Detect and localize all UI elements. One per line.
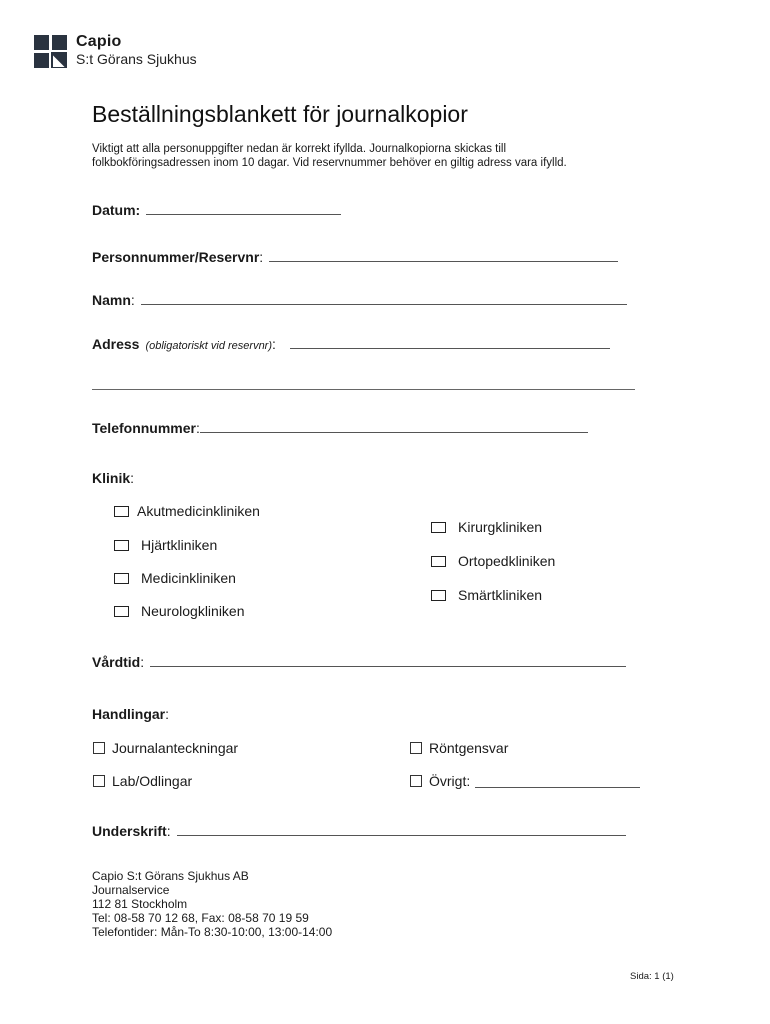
logo-name: Capio xyxy=(76,33,122,50)
underskrift-label: Underskrift xyxy=(92,823,167,839)
klinik-checkbox-hjart[interactable] xyxy=(114,537,217,553)
checkbox-icon[interactable] xyxy=(431,556,446,567)
checkbox-icon[interactable] xyxy=(114,606,129,617)
capio-logo-icon xyxy=(34,35,67,68)
underskrift-field[interactable] xyxy=(177,823,626,836)
adress-note: (obligatoriskt vid reservnr) xyxy=(145,340,273,352)
namn-label: Namn xyxy=(92,292,131,308)
klinik-label-neurolog: Neurologkliniken xyxy=(141,603,245,619)
ovrigt-field[interactable] xyxy=(475,775,640,788)
klinik-label-akut: Akutmedicinkliniken xyxy=(137,503,260,519)
vardtid-field[interactable] xyxy=(150,654,626,667)
handling-checkbox-journal[interactable] xyxy=(93,740,238,756)
handlingar-label: Handlingar xyxy=(92,706,166,722)
handling-checkbox-lab[interactable] xyxy=(93,773,192,789)
checkbox-icon[interactable] xyxy=(93,775,105,787)
klinik-label-medicin: Medicinkliniken xyxy=(141,570,236,586)
footer-address xyxy=(92,869,332,939)
personnummer-row: Personnummer/Reservnr : xyxy=(92,249,618,265)
personnummer-field[interactable] xyxy=(269,249,618,262)
namn-row: Namn : xyxy=(92,292,627,308)
checkbox-icon[interactable] xyxy=(410,775,422,787)
vardtid-row: Vårdtid : xyxy=(92,654,626,670)
underskrift-row: Underskrift : xyxy=(92,823,626,839)
footer-line: 112 81 Stockholm xyxy=(92,897,188,911)
footer-line: Tel: 08-58 70 12 68, Fax: 08-58 70 19 59 xyxy=(92,911,309,925)
intro-line-1: Viktigt att alla personuppgifter nedan är korrekt ifyllda. Journalkopiorna skickas till xyxy=(92,143,506,155)
handling-label-ovrigt: Övrigt: xyxy=(429,773,471,789)
footer-line: Telefontider: Mån-To 8:30-10:00, 13:00-14:00 xyxy=(92,925,333,939)
klinik-label-smart: Smärtkliniken xyxy=(458,587,543,603)
klinik-label-kirurg: Kirurgkliniken xyxy=(458,519,543,535)
telefon-label: Telefonnummer xyxy=(92,420,196,436)
page-number: Sida: 1 (1) xyxy=(630,971,674,982)
handling-label-rontgen: Röntgensvar xyxy=(429,740,509,756)
checkbox-icon[interactable] xyxy=(114,506,129,517)
page-title: Beställningsblankett för journalkopior xyxy=(92,101,468,127)
footer-line: Journalservice xyxy=(92,883,170,897)
intro-line-2: folkbokföringsadressen inom 10 dagar. Vid reservnummer behöver en giltig adress vara ifylld. xyxy=(92,157,567,169)
footer-line: Capio S:t Görans Sjukhus AB xyxy=(92,869,249,883)
klinik-checkbox-ortoped[interactable] xyxy=(431,553,555,569)
handling-checkbox-rontgen[interactable] xyxy=(410,740,508,756)
adress-field-line-2[interactable] xyxy=(92,389,635,390)
adress-field[interactable] xyxy=(290,336,610,349)
klinik-checkbox-neurolog[interactable] xyxy=(114,603,245,619)
adress-label: Adress xyxy=(92,336,140,352)
klinik-checkbox-medicin[interactable] xyxy=(114,570,236,586)
vardtid-label: Vårdtid xyxy=(92,654,141,670)
checkbox-icon[interactable] xyxy=(114,540,129,551)
adress-row: Adress (obligatoriskt vid reservnr) : xyxy=(92,336,610,352)
klinik-checkbox-smart[interactable] xyxy=(431,587,542,603)
checkbox-icon[interactable] xyxy=(410,742,422,754)
handling-checkbox-ovrigt[interactable] xyxy=(410,773,640,789)
namn-field[interactable] xyxy=(141,292,627,305)
checkbox-icon[interactable] xyxy=(431,522,446,533)
klinik-label-hjart: Hjärtkliniken xyxy=(141,537,218,553)
klinik-label-ortoped: Ortopedkliniken xyxy=(458,553,556,569)
datum-field[interactable] xyxy=(146,202,341,215)
klinik-checkbox-akut[interactable] xyxy=(114,503,260,519)
telefon-field[interactable] xyxy=(200,420,588,433)
klinik-row: Klinik : xyxy=(92,470,135,486)
datum-label: Datum: xyxy=(92,202,141,218)
handlingar-row: Handlingar : xyxy=(92,706,170,722)
personnummer-label: Personnummer/Reservnr xyxy=(92,249,260,265)
telefon-row: Telefonnummer : xyxy=(92,420,588,436)
handling-label-lab: Lab/Odlingar xyxy=(112,773,193,789)
checkbox-icon[interactable] xyxy=(93,742,105,754)
handling-label-journal: Journalanteckningar xyxy=(112,740,239,756)
logo-subtitle: S:t Görans Sjukhus xyxy=(76,51,197,67)
klinik-checkbox-kirurg[interactable] xyxy=(431,519,542,535)
checkbox-icon[interactable] xyxy=(431,590,446,601)
intro-text xyxy=(92,142,692,170)
checkbox-icon[interactable] xyxy=(114,573,129,584)
klinik-label: Klinik xyxy=(92,470,131,486)
datum-row xyxy=(92,202,341,218)
